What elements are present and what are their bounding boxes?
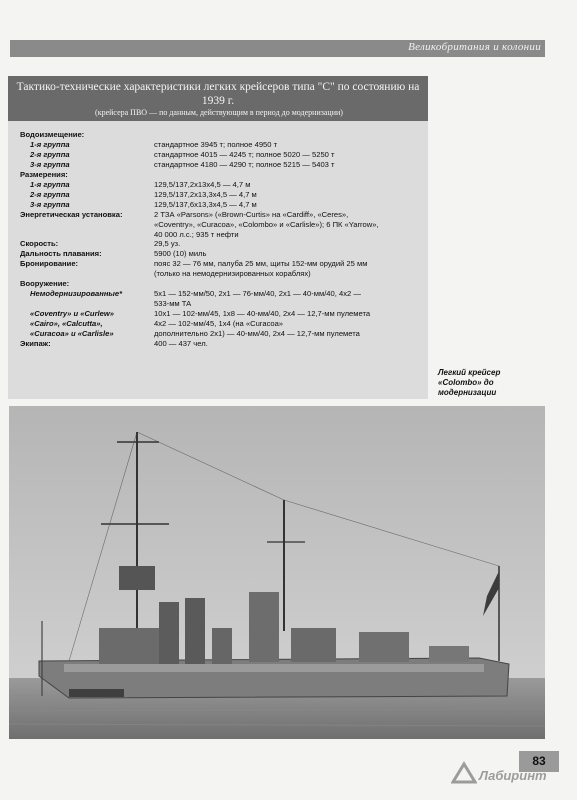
spec-value: 5x1 — 152-мм/50, 2x1 — 76-мм/40, 2x1 — 40-мм/40, 4x2 — bbox=[154, 289, 361, 299]
spec-value: 533-мм ТА bbox=[154, 299, 192, 309]
spec-value: стандартное 3945 т; полное 4950 т bbox=[154, 139, 278, 149]
publisher-logo-icon bbox=[451, 760, 477, 786]
spec-label: Вооружение: bbox=[20, 279, 70, 289]
spec-value: (только на немодернизированных кораблях) bbox=[154, 269, 311, 279]
spec-value: дополнительно 2x1) — 40-мм/40, 2x4 — 12,7-мм пулемета bbox=[154, 329, 360, 338]
spec-value: 4x2 — 102-мм/45, 1x4 (на «Curacoa» bbox=[154, 319, 284, 329]
publisher-watermark bbox=[455, 768, 547, 790]
spec-group-label: 1-я группа bbox=[30, 179, 70, 189]
specs-table-title: Тактико-технические характеристики легких крейсеров типа "C" по состоянию на 1939 г. bbox=[16, 81, 420, 107]
spec-value: стандартное 4015 — 4245 т; полное 5020 — 5250 т bbox=[154, 149, 335, 159]
spec-value: 29,5 уз. bbox=[154, 239, 181, 249]
spec-group-label: «Cairo», «Calcutta», bbox=[30, 319, 103, 329]
caption-line: модернизации bbox=[438, 388, 497, 397]
spec-group-label: 2-я группа bbox=[30, 189, 70, 199]
spec-label: Скорость: bbox=[20, 239, 59, 249]
specs-table bbox=[8, 76, 428, 399]
spec-group-label: «Coventry» и «Curlew» bbox=[30, 309, 114, 319]
spec-label: Водоизмещение: bbox=[20, 130, 85, 139]
spec-value: 40 000 л.с.; 935 т нефти bbox=[154, 229, 239, 239]
spec-value: стандартное 4180 — 4290 т; полное 5215 — 5403 т bbox=[154, 159, 335, 169]
spec-group-label: Немодернизированные* bbox=[30, 289, 123, 299]
spec-group-label: 2-я группа bbox=[30, 149, 70, 159]
caption-line: Легкий крейсер bbox=[438, 368, 501, 377]
spec-label: Дальность плавания: bbox=[20, 249, 102, 259]
specs-table-subtitle: (крейсера ПВО — по данным, действующим в период до модернизации) bbox=[95, 108, 343, 117]
spec-group-label: «Curacoa» и «Carlisle» bbox=[30, 329, 114, 338]
spec-label: Размерения: bbox=[20, 169, 68, 179]
spec-value: 5900 (10) миль bbox=[154, 249, 207, 259]
spec-value: 129,5/137,2x13x4,5 — 4,7 м bbox=[154, 179, 251, 189]
spec-group-label: 1-я группа bbox=[30, 139, 70, 149]
photo-caption bbox=[438, 368, 538, 398]
spec-value: 400 — 437 чел. bbox=[154, 338, 208, 348]
spec-value: 10x1 — 102-мм/45, 1x8 — 40-мм/40, 2x4 — 12,7-мм пулемета bbox=[154, 309, 371, 319]
spec-label: Энергетическая установка: bbox=[20, 209, 123, 219]
cruiser-photo bbox=[9, 406, 545, 739]
spec-value: «Coventry», «Curacoa», «Colombo» и «Carlisle»); 6 ПК «Yarrow», bbox=[154, 219, 379, 229]
spec-value: пояс 32 — 76 мм, палуба 25 мм, щиты 152-мм орудий 25 мм bbox=[154, 259, 368, 269]
section-header-bar bbox=[10, 40, 545, 57]
spec-label: Бронирование: bbox=[20, 259, 79, 269]
spec-value: 129,5/137,2x13,3x4,5 — 4,7 м bbox=[154, 189, 257, 199]
spec-value: 129,5/137,6x13,3x4,5 — 4,7 м bbox=[154, 199, 257, 209]
spec-value: 2 ТЗА «Parsons» («Brown-Curtis» на «Cardiff», «Ceres», bbox=[154, 209, 349, 219]
page-number: 83 bbox=[532, 754, 546, 768]
section-title: Великобритания и колонии bbox=[408, 41, 541, 53]
spec-label: Экипаж: bbox=[20, 338, 51, 348]
spec-group-label: 3-я группа bbox=[30, 159, 70, 169]
specs-table-header bbox=[8, 76, 428, 121]
watermark-text: Лабиринт bbox=[479, 768, 547, 783]
caption-line: «Colombo» до bbox=[438, 378, 494, 387]
cruiser-illustration bbox=[9, 406, 545, 739]
spec-group-label: 3-я группа bbox=[30, 199, 70, 209]
